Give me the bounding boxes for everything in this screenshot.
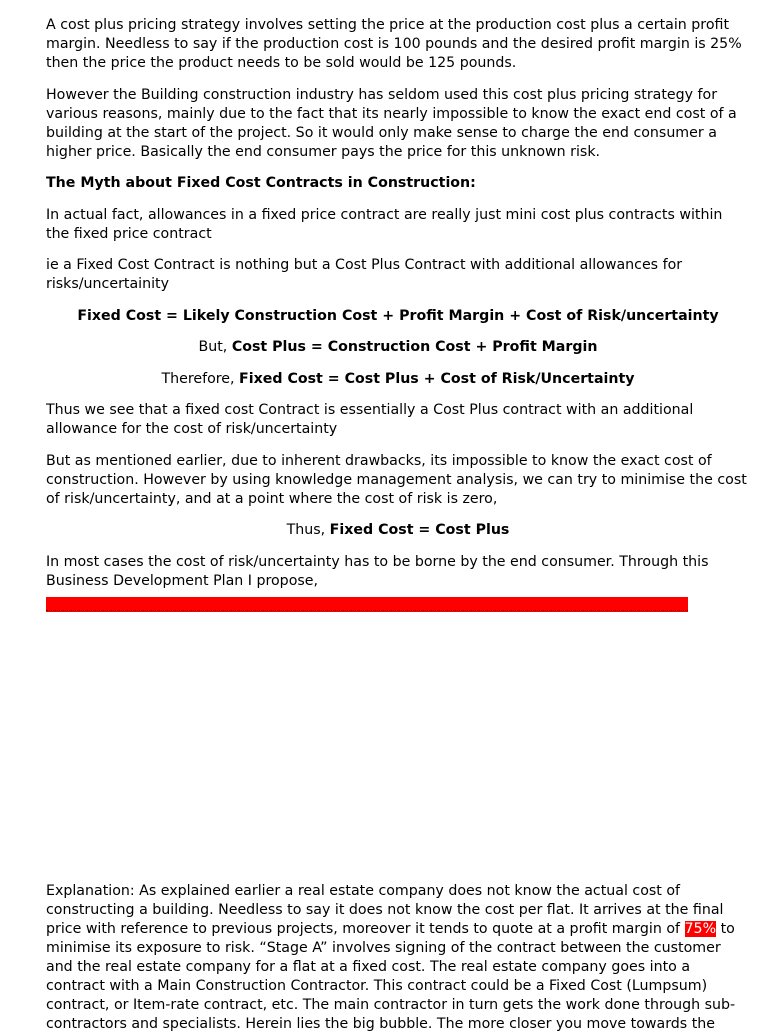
highlighted-value: 75% [684, 921, 717, 937]
industry-paragraph: However the Building construction industry has seldom used this cost plus pricing strategy for various reasons, mainly due to the fact that its nearly impossible to know the exact end cost of a building at the start of the project. So it would only make sense to charge the end consumer a higher price. Basically the end consumer pays the price for this unknown risk. [46, 86, 737, 160]
equation-prefix: Therefore, [161, 370, 240, 387]
proposal-paragraph: In most cases the cost of risk/uncertainty has to be borne by the end consumer. Through this Business Development Plan I propose, [46, 553, 709, 589]
intro-paragraph: A cost plus pricing strategy involves setting the price at the production cost plus a certain profit margin. Needless to say if the production cost is 100 pounds and the desired profit margin is 25% then the price the product needs to be sold would be 125 pounds. [46, 17, 742, 71]
dotted-leader [46, 610, 688, 611]
highlight-bar [46, 597, 688, 612]
allowances-paragraph: In actual fact, allowances in a fixed price contract are really just mini cost plus contracts within the fixed price contract [46, 206, 723, 242]
equation-text: Cost Plus = Construction Cost + Profit Margin [231, 339, 598, 355]
explanation-text-end: to minimise its exposure to risk. “Stage A” involves signing of the contract between the customer and the real estate company for a flat at a fixed cost. The real estate company goes into a contract with a Main Construction Contractor. This contract could be a Fixed Cost (Lumpsum) contract, or Item-rate contract, etc. The main contractor in turn gets the work done through sub-contractors and specialists. Herein lies the big bubble. The more closer you move towards the [46, 921, 736, 1032]
equation-fixed-cost: Fixed Cost = Likely Construction Cost + Profit Margin + Cost of Risk/uncertainty [77, 307, 719, 324]
equation-prefix: But, [198, 339, 232, 355]
equation-cost-plus [46, 338, 750, 357]
equation-therefore [46, 370, 750, 389]
equation-text: Fixed Cost = Cost Plus + Cost of Risk/Uncertainty [239, 370, 635, 387]
drawbacks-paragraph: But as mentioned earlier, due to inherent drawbacks, its impossible to know the exact cost of construction. However by using knowledge management analysis, we can try to minimise the cost of risk/uncertainty, and at a point where the cost of risk is zero, [46, 452, 747, 507]
explanation-paragraph [46, 882, 750, 1034]
explanation-text-start: Explanation: As explained earlier a real estate company does not know the actual cost of constructing a building. Needless to say it does not know the cost per flat. It arrives at the final price with reference to previous projects, moreover it tends to quote at a profit margin of [46, 883, 724, 937]
section-heading: The Myth about Fixed Cost Contracts in Construction: [46, 175, 476, 191]
equation-text: Fixed Cost = Cost Plus [329, 522, 510, 538]
equation-thus [46, 521, 750, 540]
fixed-cost-paragraph: ie a Fixed Cost Contract is nothing but a Cost Plus Contract with additional allowances for risks/uncertainity [46, 257, 683, 292]
document-body [46, 16, 750, 603]
equation-prefix: Thus, [286, 522, 330, 538]
essentially-paragraph: Thus we see that a fixed cost Contract is essentially a Cost Plus contract with an additional allowance for the cost of risk/uncertainty [46, 402, 694, 437]
